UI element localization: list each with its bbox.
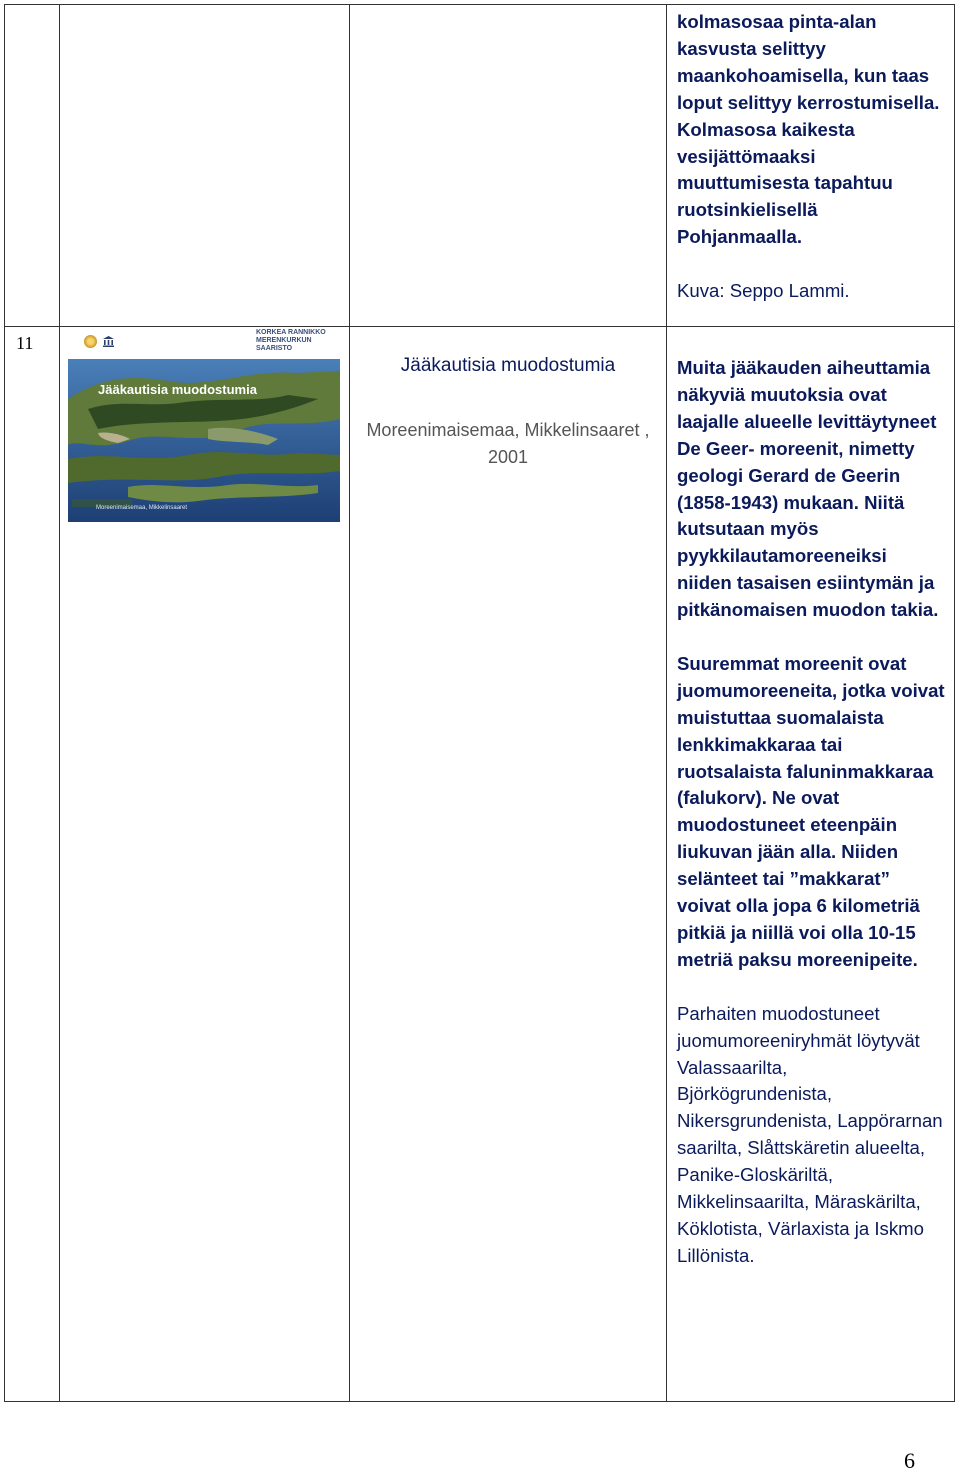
row-number: 11	[16, 333, 34, 353]
document-table	[4, 4, 955, 1402]
cell-thumbnail	[60, 327, 350, 1402]
photo-credit: Kuva: Seppo Lammi.	[677, 280, 850, 302]
description-paragraph: Suuremmat moreenit ovat juomumoreeneita, jotka voivat muistuttaa suomalaista lenkkimakkaraa tai ruotsalaista faluninmakkaraa (falukorv). Ne ovat muodostuneet eteenpäin liukuvan jään alla. Niiden selänteet tai ”makkarat” voivat olla jopa 6 kilometriä pitkiä ja niillä voi olla 10-15 metriä paksu moreenipeite.	[677, 652, 945, 970]
cell-row-number	[5, 327, 60, 1402]
heritage-logo: KORKEA RANNIKKO MERENKURKUN SAARISTO	[256, 329, 326, 352]
cell-description	[667, 5, 955, 327]
sun-emblem-icon	[84, 335, 97, 348]
cell-title	[350, 327, 667, 1402]
museum-icon	[102, 335, 115, 348]
description-paragraph: Parhaiten muodostuneet juomumoreeniryhmät löytyvät Valassaarilta, Björkögrundenista, Nikersgrundenista, Lappörarnan saarilta, Slåttskäretin alueelta, Panike-Gloskäriltä, Mikkelinsaarilta, Märaskärilta, Köklotista, Värlaxista ja Iskmo Lillönista.	[677, 1002, 943, 1266]
cell-image-empty	[60, 5, 350, 327]
archipelago-aerial-photo	[68, 359, 340, 522]
page-number: 6	[904, 1448, 915, 1473]
slide-thumbnail	[68, 327, 340, 522]
thumbnail-title: Jääkautisia muodostumia	[98, 382, 257, 397]
cell-title-empty	[350, 5, 667, 327]
description-paragraph: Muita jääkauden aiheuttamia näkyviä muutoksia ovat laajalle alueelle levittäytyneet De Geer- moreenit, nimetty geologi Gerard de Geerin (1858-1943) mukaan. Niitä kutsutaan myös pyykkilautamoreeneiksi niiden tasaisen esiintymän ja pitkänomaisen muodon takia.	[677, 357, 939, 621]
thumbnail-caption: Moreenimaisemaa, Mikkelinsaaret	[96, 505, 188, 511]
cell-number-empty	[5, 5, 60, 327]
table-row	[5, 5, 955, 327]
description-paragraph: kolmasosaa pinta-alan kasvusta selittyy maankohoamisella, kun taas loput selittyy kerrostumisella. Kolmasosa kaikesta vesijättömaaksi muuttumisesta tapahtuu ruotsinkielisellä Pohjanmaalla.	[677, 11, 940, 248]
slide-title: Jääkautisia muodostumia	[400, 355, 616, 376]
slide-subtitle: Moreenimaisemaa, Mikkelinsaaret , 2001	[366, 420, 650, 467]
cell-description	[667, 327, 955, 1402]
table-row	[5, 327, 955, 1402]
